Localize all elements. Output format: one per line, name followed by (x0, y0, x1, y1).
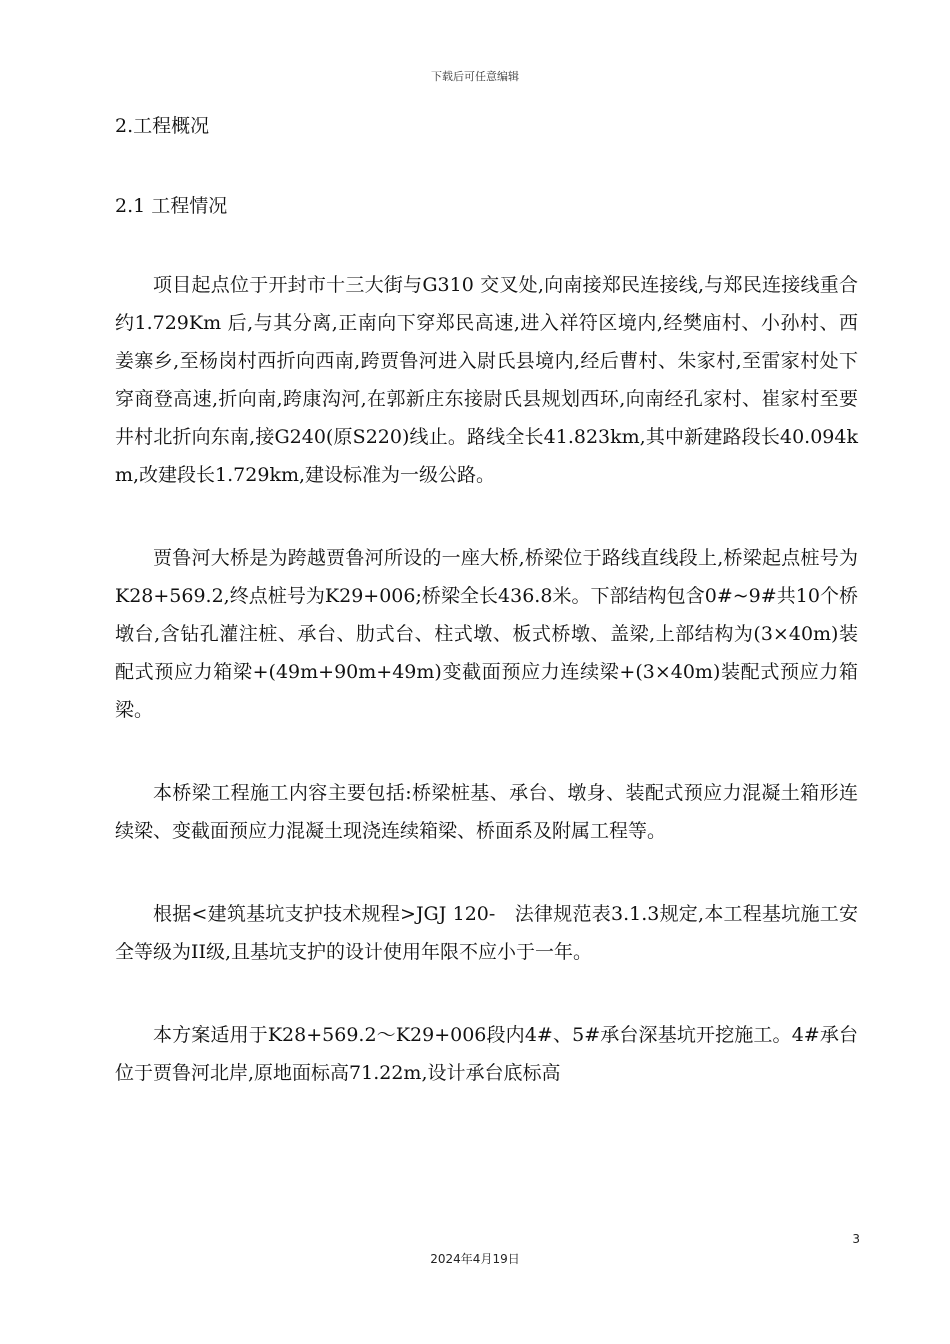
page-number: 3 (852, 1232, 860, 1246)
document-body (115, 108, 858, 1092)
paragraph-construction-scope: 本桥梁工程施工内容主要包括:桥梁桩基、承台、墩身、装配式预应力混凝土箱形连续梁、变截面预应力混凝土现浇连续箱梁、桥面系及附属工程等。 (115, 782, 858, 842)
paragraph-scheme-applicability: 本方案适用于K28+569.2～K29+006段内4#、5#承台深基坑开挖施工。4#承台位于贾鲁河北岸,原地面标高71.22m,设计承台底标高 (115, 1024, 858, 1084)
paragraph-safety-grade: 根据<建筑基坑支护技术规程>JGJ 120- 法律规范表3.1.3规定,本工程基坑施工安全等级为II级,且基坑支护的设计使用年限不应小于一年。 (115, 903, 858, 963)
paragraph-bridge-description: 贾鲁河大桥是为跨越贾鲁河所设的一座大桥,桥梁位于路线直线段上,桥梁起点桩号为K28+569.2,终点桩号为K29+006;桥梁全长436.8米。下部结构包含0#~9#共10个桥墩台,含钻孔灌注桩、承台、肋式台、柱式墩、板式桥墩、盖梁,上部结构为(3×40m)装配式预应力箱梁+(49m+90m+49m)变截面预应力连续梁+(3×40m)装配式预应力箱梁。 (115, 547, 858, 721)
paragraph-project-overview: 项目起点位于开封市十三大街与G310 交叉处,向南接郑民连接线,与郑民连接线重合约1.729Km 后,与其分离,正南向下穿郑民高速,进入祥符区境内,经樊庙村、小孙村、西姜寨乡,至杨岗村西折向西南,跨贾鲁河进入尉氏县境内,经后曹村、朱家村,至雷家村处下穿商登高速,折向南,跨康沟河,在郭新庄东接尉氏县规划西环,向南经孔家村、崔家村至要井村北折向东南,接G240(原S220)线止。路线全长41.823km,其中新建路段长40.094km,改建段长1.729km,建设标准为一级公路。 (115, 274, 858, 486)
footer-date: 2024年4月19日 (430, 1252, 520, 1266)
page-header-note: 下载后可任意编辑 (431, 70, 519, 83)
subsection-heading: 2.1 工程情况 (115, 195, 228, 217)
section-heading: 2.工程概况 (115, 115, 210, 137)
